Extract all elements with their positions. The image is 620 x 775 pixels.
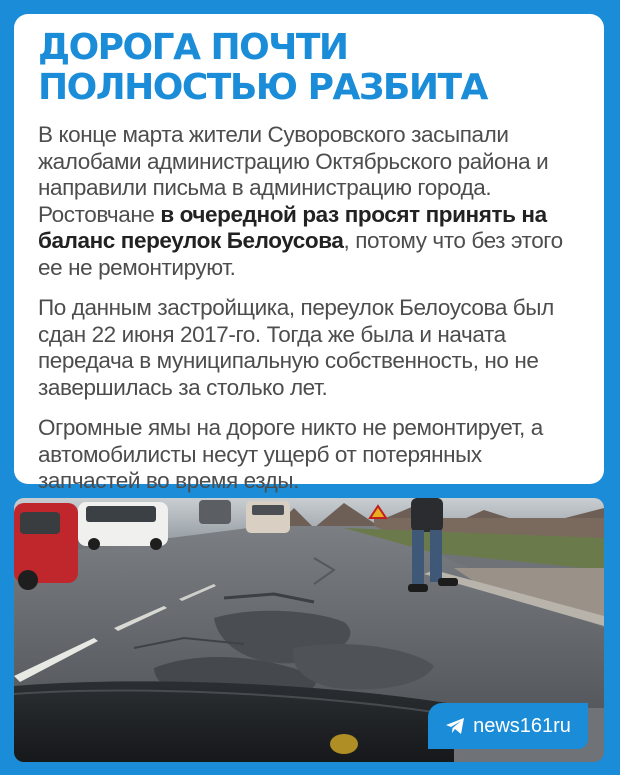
article-card bbox=[14, 14, 604, 493]
paragraph-1-text: В конце марта жители Суворовского засыпали жалобами администрацию Октябрьского района и направили письма в администрацию города. Ростовчане bbox=[38, 122, 549, 227]
road-photo bbox=[14, 498, 604, 762]
paragraph-3: Огромные ямы на дороге никто не ремонтирует, а автомобилисты несут ущерб от потерянных запчастей во время езды. bbox=[38, 415, 543, 493]
paragraph-1-tail: , потому что без этого ее не ремонтируют. bbox=[38, 228, 563, 280]
news161-badge[interactable] bbox=[428, 703, 588, 749]
headline: ДОРОГА ПОЧТИ ПОЛНОСТЬЮ РАЗБИТА bbox=[38, 27, 487, 108]
paragraph-2: По данным застройщика, переулок Белоусова был сдан 22 июня 2017-го. Тогда же была и начата передача в муниципальную собственность, но не завершилась за столько лет. bbox=[38, 295, 554, 400]
paragraph-1 bbox=[38, 122, 582, 281]
telegram-plane-icon bbox=[445, 717, 465, 735]
badge-label: news161ru bbox=[473, 714, 571, 737]
paragraph-1-highlight: в очередной раз просят принять на баланс переулок Белоусова bbox=[38, 201, 547, 253]
